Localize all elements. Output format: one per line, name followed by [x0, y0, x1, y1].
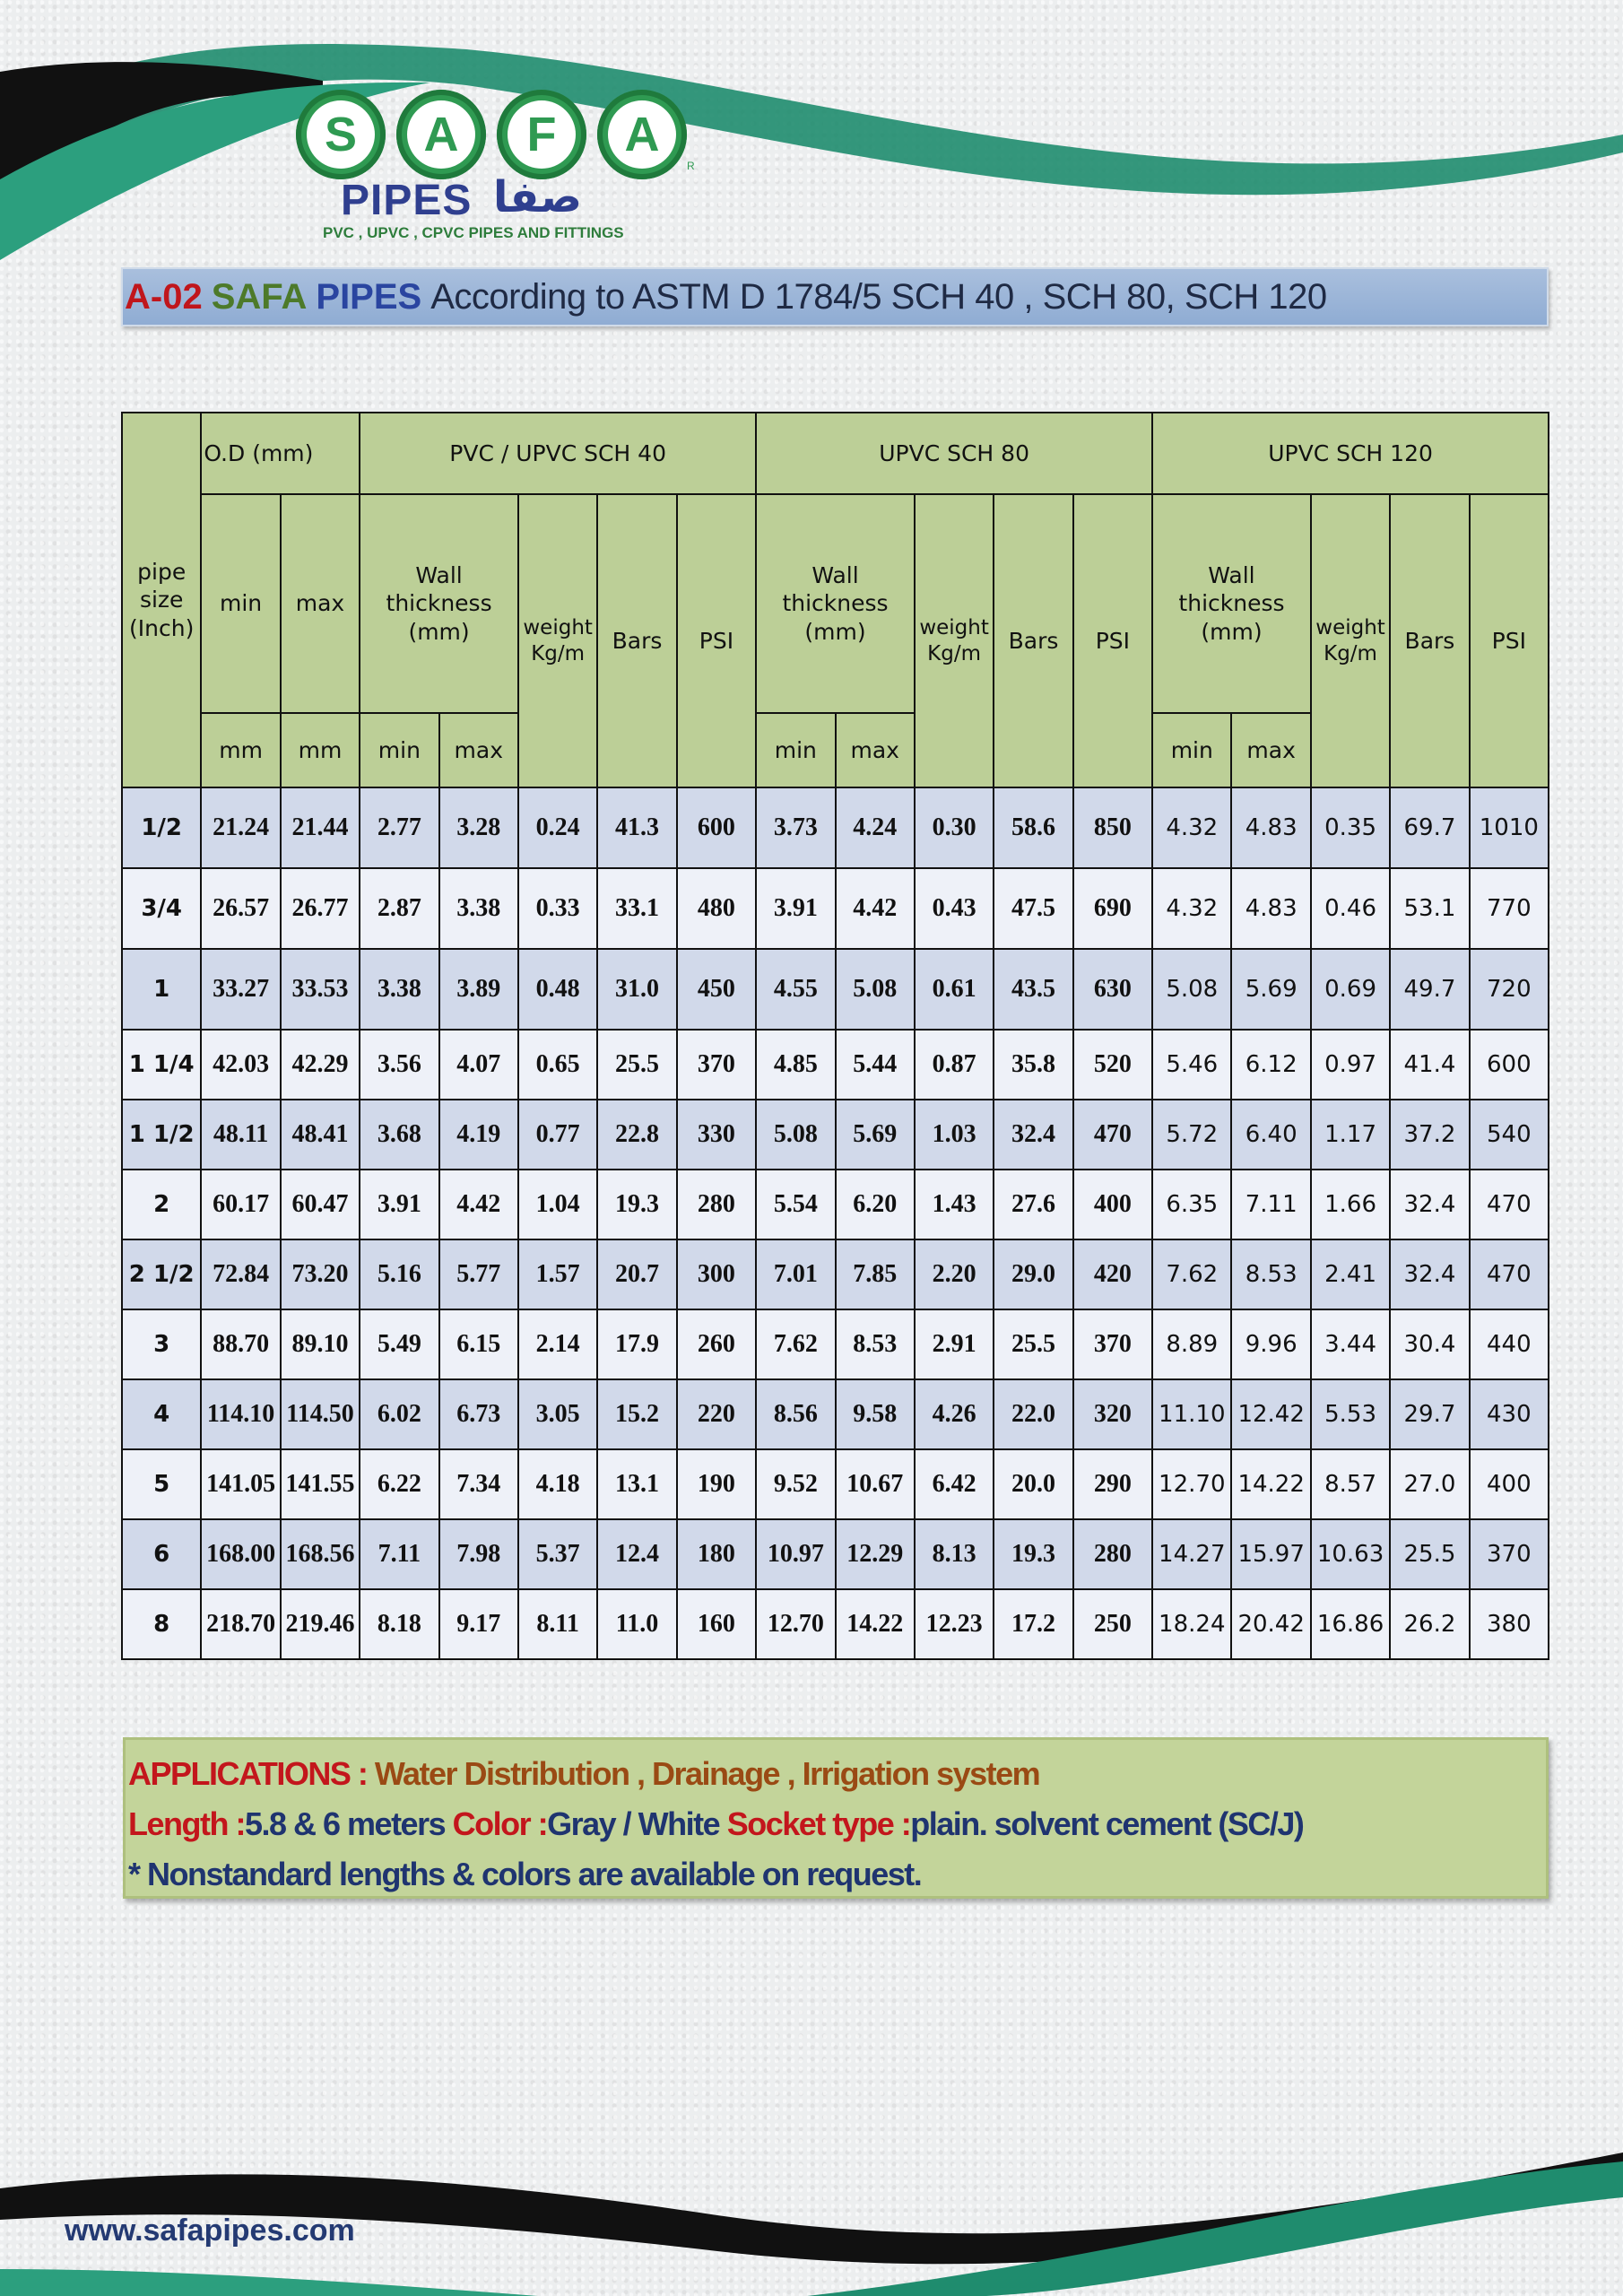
table-cell: 280	[677, 1170, 756, 1239]
table-cell: 380	[1470, 1589, 1549, 1659]
table-cell: 21.24	[201, 787, 280, 868]
table-cell: 219.46	[281, 1589, 360, 1659]
applications-value: Water Distribution , Drainage , Irrigation system	[374, 1755, 1040, 1792]
table-cell: 5.49	[360, 1309, 438, 1379]
table-cell: 3.73	[756, 787, 835, 868]
table-cell: 1.17	[1311, 1100, 1390, 1170]
table-cell: 290	[1073, 1449, 1152, 1519]
table-cell: 4.83	[1231, 868, 1310, 949]
table-cell: 4.19	[439, 1100, 518, 1170]
website-url: www.safapipes.com	[65, 2213, 355, 2248]
table-cell: 0.30	[915, 787, 994, 868]
applications-label: APPLICATIONS :	[128, 1755, 368, 1792]
table-cell: 2.87	[360, 868, 438, 949]
title-brand-pipes: PIPES	[316, 276, 422, 317]
table-cell: 540	[1470, 1100, 1549, 1170]
table-cell: 6.12	[1231, 1030, 1310, 1100]
table-cell: 0.61	[915, 949, 994, 1030]
table-cell: 0.33	[518, 868, 597, 949]
table-cell: 141.05	[201, 1449, 280, 1519]
table-cell: 47.5	[994, 868, 1072, 949]
table-cell: 850	[1073, 787, 1152, 868]
table-cell: 0.97	[1311, 1030, 1390, 1100]
header-sch40-weight: weight Kg/m	[518, 494, 597, 787]
table-cell: 7.62	[1152, 1239, 1231, 1309]
table-cell: 6.73	[439, 1379, 518, 1449]
socket-type-value: plain. solvent cement (SC/J)	[910, 1805, 1304, 1842]
table-cell: 33.53	[281, 949, 360, 1030]
table-cell: 41.4	[1390, 1030, 1469, 1100]
header-sch40-wall: Wall thickness (mm)	[360, 494, 518, 713]
table-cell: 141.55	[281, 1449, 360, 1519]
table-cell: 31.0	[597, 949, 676, 1030]
table-cell: 26.2	[1390, 1589, 1469, 1659]
header-od-min-unit: mm	[201, 713, 280, 787]
logo-tagline: PVC , UPVC , CPVC PIPES AND FITTINGS	[323, 224, 624, 241]
pipe-size-cell: 2 1/2	[122, 1239, 201, 1309]
socket-type-label: Socket type :	[726, 1805, 911, 1842]
logo-circle-a	[396, 90, 486, 179]
table-cell: 0.48	[518, 949, 597, 1030]
pipe-size-cell: 2	[122, 1170, 201, 1239]
table-cell: 8.56	[756, 1379, 835, 1449]
header-sch40: PVC / UPVC SCH 40	[360, 413, 756, 494]
table-cell: 14.22	[1231, 1449, 1310, 1519]
table-cell: 32.4	[994, 1100, 1072, 1170]
table-cell: 88.70	[201, 1309, 280, 1379]
table-cell: 4.42	[836, 868, 915, 949]
header-od-max-unit: mm	[281, 713, 360, 787]
table-cell: 400	[1470, 1449, 1549, 1519]
table-cell: 10.97	[756, 1519, 835, 1589]
table-cell: 5.69	[1231, 949, 1310, 1030]
table-cell: 6.20	[836, 1170, 915, 1239]
table-cell: 0.24	[518, 787, 597, 868]
table-cell: 5.08	[836, 949, 915, 1030]
header-sch120-wall-max: max	[1231, 713, 1310, 787]
nonstandard-note: * Nonstandard lengths & colors are available on request.	[128, 1856, 922, 1892]
table-cell: 4.26	[915, 1379, 994, 1449]
table-cell: 25.5	[597, 1030, 676, 1100]
table-cell: 15.97	[1231, 1519, 1310, 1589]
table-cell: 8.11	[518, 1589, 597, 1659]
table-cell: 22.8	[597, 1100, 676, 1170]
header-sch40-bars: Bars	[597, 494, 676, 787]
table-cell: 26.77	[281, 868, 360, 949]
color-label: Color :	[452, 1805, 548, 1842]
table-cell: 370	[1470, 1519, 1549, 1589]
pipe-size-cell: 4	[122, 1379, 201, 1449]
table-cell: 0.35	[1311, 787, 1390, 868]
header-od: O.D (mm)	[201, 413, 360, 494]
header-sch120-wall-min: min	[1152, 713, 1231, 787]
header-pipe-size: pipe size (Inch)	[122, 413, 201, 787]
table-cell: 2.91	[915, 1309, 994, 1379]
table-cell: 5.54	[756, 1170, 835, 1239]
table-row	[122, 949, 1549, 1030]
table-cell: 15.2	[597, 1379, 676, 1449]
table-cell: 26.57	[201, 868, 280, 949]
table-cell: 3.38	[360, 949, 438, 1030]
table-cell: 4.32	[1152, 787, 1231, 868]
table-cell: 220	[677, 1379, 756, 1449]
table-cell: 33.1	[597, 868, 676, 949]
logo-arabic-text: صفا	[493, 172, 582, 222]
table-cell: 470	[1470, 1239, 1549, 1309]
header-sch80: UPVC SCH 80	[756, 413, 1152, 494]
table-cell: 9.52	[756, 1449, 835, 1519]
table-cell: 60.47	[281, 1170, 360, 1239]
table-cell: 470	[1470, 1170, 1549, 1239]
pipe-size-cell: 3	[122, 1309, 201, 1379]
table-cell: 8.57	[1311, 1449, 1390, 1519]
table-cell: 20.7	[597, 1239, 676, 1309]
table-cell: 6.35	[1152, 1170, 1231, 1239]
table-cell: 11.0	[597, 1589, 676, 1659]
table-row	[122, 1379, 1549, 1449]
table-cell: 12.4	[597, 1519, 676, 1589]
table-row	[122, 1309, 1549, 1379]
table-cell: 49.7	[1390, 949, 1469, 1030]
header-sch80-wall-max: max	[836, 713, 915, 787]
table-cell: 37.2	[1390, 1100, 1469, 1170]
logo-letter-circles	[296, 90, 699, 179]
table-cell: 17.2	[994, 1589, 1072, 1659]
table-cell: 0.43	[915, 868, 994, 949]
header-sch120-weight: weight Kg/m	[1311, 494, 1390, 787]
logo-circle-a2	[597, 90, 687, 179]
table-cell: 370	[1073, 1309, 1152, 1379]
spec-table-body	[122, 787, 1549, 1659]
table-cell: 7.85	[836, 1239, 915, 1309]
table-cell: 330	[677, 1100, 756, 1170]
color-value: Gray / White	[547, 1805, 720, 1842]
table-cell: 0.77	[518, 1100, 597, 1170]
table-cell: 520	[1073, 1030, 1152, 1100]
table-cell: 720	[1470, 949, 1549, 1030]
logo-circle-s	[296, 90, 386, 179]
table-cell: 7.62	[756, 1309, 835, 1379]
table-cell: 5.08	[1152, 949, 1231, 1030]
table-cell: 33.27	[201, 949, 280, 1030]
table-cell: 25.5	[1390, 1519, 1469, 1589]
table-cell: 114.10	[201, 1379, 280, 1449]
table-cell: 25.5	[994, 1309, 1072, 1379]
table-cell: 4.42	[439, 1170, 518, 1239]
table-cell: 1.03	[915, 1100, 994, 1170]
table-cell: 2.41	[1311, 1239, 1390, 1309]
header-sch40-wall-max: max	[439, 713, 518, 787]
table-cell: 180	[677, 1519, 756, 1589]
table-cell: 160	[677, 1589, 756, 1659]
table-cell: 1010	[1470, 787, 1549, 868]
table-row	[122, 1170, 1549, 1239]
table-cell: 3.68	[360, 1100, 438, 1170]
pipe-size-cell: 1	[122, 949, 201, 1030]
table-cell: 42.29	[281, 1030, 360, 1100]
table-cell: 4.07	[439, 1030, 518, 1100]
table-cell: 600	[1470, 1030, 1549, 1100]
table-cell: 7.01	[756, 1239, 835, 1309]
table-cell: 4.83	[1231, 787, 1310, 868]
table-cell: 0.65	[518, 1030, 597, 1100]
table-cell: 4.55	[756, 949, 835, 1030]
table-cell: 12.29	[836, 1519, 915, 1589]
header-sch120: UPVC SCH 120	[1152, 413, 1549, 494]
table-cell: 17.9	[597, 1309, 676, 1379]
pipe-size-cell: 1 1/4	[122, 1030, 201, 1100]
table-cell: 9.96	[1231, 1309, 1310, 1379]
table-cell: 6.40	[1231, 1100, 1310, 1170]
table-cell: 4.18	[518, 1449, 597, 1519]
table-cell: 3.28	[439, 787, 518, 868]
table-cell: 30.4	[1390, 1309, 1469, 1379]
specs-line	[128, 1799, 1546, 1849]
table-row	[122, 1589, 1549, 1659]
table-cell: 60.17	[201, 1170, 280, 1239]
title-standard: According to ASTM D 1784/5 SCH 40 , SCH 80, SCH 120	[430, 276, 1327, 317]
table-cell: 3.91	[756, 868, 835, 949]
table-cell: 20.42	[1231, 1589, 1310, 1659]
header-sch120-psi: PSI	[1470, 494, 1549, 787]
table-cell: 32.4	[1390, 1170, 1469, 1239]
table-cell: 400	[1073, 1170, 1152, 1239]
pipe-size-cell: 3/4	[122, 868, 201, 949]
table-cell: 6.02	[360, 1379, 438, 1449]
table-cell: 5.53	[1311, 1379, 1390, 1449]
table-cell: 21.44	[281, 787, 360, 868]
table-cell: 7.98	[439, 1519, 518, 1589]
table-cell: 42.03	[201, 1030, 280, 1100]
table-cell: 9.58	[836, 1379, 915, 1449]
table-cell: 600	[677, 787, 756, 868]
pipe-spec-table	[121, 412, 1549, 1660]
table-cell: 69.7	[1390, 787, 1469, 868]
header-sch120-wall: Wall thickness (mm)	[1152, 494, 1311, 713]
table-cell: 430	[1470, 1379, 1549, 1449]
table-cell: 3.05	[518, 1379, 597, 1449]
table-cell: 27.6	[994, 1170, 1072, 1239]
table-cell: 5.08	[756, 1100, 835, 1170]
table-cell: 480	[677, 868, 756, 949]
logo-letter: A	[407, 100, 475, 169]
table-cell: 3.89	[439, 949, 518, 1030]
table-cell: 168.00	[201, 1519, 280, 1589]
header-sch40-wall-min: min	[360, 713, 438, 787]
table-cell: 114.50	[281, 1379, 360, 1449]
table-cell: 690	[1073, 868, 1152, 949]
table-cell: 22.0	[994, 1379, 1072, 1449]
pipe-size-cell: 8	[122, 1589, 201, 1659]
table-cell: 20.0	[994, 1449, 1072, 1519]
table-cell: 41.3	[597, 787, 676, 868]
table-cell: 5.69	[836, 1100, 915, 1170]
table-cell: 370	[677, 1030, 756, 1100]
table-cell: 218.70	[201, 1589, 280, 1659]
table-cell: 420	[1073, 1239, 1152, 1309]
table-cell: 53.1	[1390, 868, 1469, 949]
table-cell: 8.89	[1152, 1309, 1231, 1379]
table-cell: 2.14	[518, 1309, 597, 1379]
table-cell: 1.43	[915, 1170, 994, 1239]
table-row	[122, 868, 1549, 949]
table-cell: 2.20	[915, 1239, 994, 1309]
table-cell: 14.27	[1152, 1519, 1231, 1589]
header-sch120-bars: Bars	[1390, 494, 1469, 787]
table-cell: 19.3	[597, 1170, 676, 1239]
table-cell: 3.38	[439, 868, 518, 949]
title-brand-safa: SAFA	[211, 276, 308, 317]
product-code: A-02	[125, 276, 203, 317]
table-cell: 4.32	[1152, 868, 1231, 949]
table-cell: 250	[1073, 1589, 1152, 1659]
applications-box	[123, 1737, 1549, 1899]
table-cell: 8.18	[360, 1589, 438, 1659]
table-cell: 3.44	[1311, 1309, 1390, 1379]
table-cell: 190	[677, 1449, 756, 1519]
table-row	[122, 1100, 1549, 1170]
pipe-size-cell: 6	[122, 1519, 201, 1589]
table-row	[122, 1519, 1549, 1589]
table-cell: 5.46	[1152, 1030, 1231, 1100]
table-row	[122, 787, 1549, 868]
table-cell: 300	[677, 1239, 756, 1309]
table-cell: 3.56	[360, 1030, 438, 1100]
table-cell: 0.46	[1311, 868, 1390, 949]
table-cell: 12.70	[1152, 1449, 1231, 1519]
table-cell: 29.7	[1390, 1379, 1469, 1449]
table-cell: 0.69	[1311, 949, 1390, 1030]
table-cell: 5.44	[836, 1030, 915, 1100]
top-wave-decoration	[0, 0, 1623, 269]
registered-mark: R	[687, 160, 695, 172]
table-cell: 470	[1073, 1100, 1152, 1170]
header-sch40-psi: PSI	[677, 494, 756, 787]
table-cell: 8.53	[1231, 1239, 1310, 1309]
table-cell: 73.20	[281, 1239, 360, 1309]
table-cell: 89.10	[281, 1309, 360, 1379]
table-cell: 11.10	[1152, 1379, 1231, 1449]
table-row	[122, 1239, 1549, 1309]
table-cell: 32.4	[1390, 1239, 1469, 1309]
table-cell: 1.04	[518, 1170, 597, 1239]
table-cell: 16.86	[1311, 1589, 1390, 1659]
length-label: Length :	[128, 1805, 245, 1842]
table-cell: 6.22	[360, 1449, 438, 1519]
table-cell: 13.1	[597, 1449, 676, 1519]
header-sch80-psi: PSI	[1073, 494, 1152, 787]
table-cell: 35.8	[994, 1030, 1072, 1100]
pipe-size-cell: 1 1/2	[122, 1100, 201, 1170]
table-cell: 6.15	[439, 1309, 518, 1379]
table-cell: 58.6	[994, 787, 1072, 868]
table-cell: 48.41	[281, 1100, 360, 1170]
table-cell: 630	[1073, 949, 1152, 1030]
header-sch80-bars: Bars	[994, 494, 1072, 787]
pipe-size-cell: 1/2	[122, 787, 201, 868]
header-sch80-weight: weight Kg/m	[915, 494, 994, 787]
table-cell: 5.77	[439, 1239, 518, 1309]
table-cell: 29.0	[994, 1239, 1072, 1309]
table-cell: 6.42	[915, 1449, 994, 1519]
table-cell: 5.37	[518, 1519, 597, 1589]
header-od-min: min	[201, 494, 280, 713]
table-cell: 450	[677, 949, 756, 1030]
table-cell: 4.24	[836, 787, 915, 868]
table-cell: 7.34	[439, 1449, 518, 1519]
table-cell: 12.70	[756, 1589, 835, 1659]
table-cell: 5.16	[360, 1239, 438, 1309]
table-row	[122, 1449, 1549, 1519]
table-cell: 8.13	[915, 1519, 994, 1589]
logo-letter: A	[608, 100, 676, 169]
table-cell: 168.56	[281, 1519, 360, 1589]
table-cell: 72.84	[201, 1239, 280, 1309]
logo-letter: F	[508, 100, 576, 169]
table-cell: 320	[1073, 1379, 1152, 1449]
table-cell: 260	[677, 1309, 756, 1379]
table-cell: 7.11	[1231, 1170, 1310, 1239]
table-cell: 1.57	[518, 1239, 597, 1309]
page-title	[121, 267, 1549, 326]
table-cell: 1.66	[1311, 1170, 1390, 1239]
table-row	[122, 1030, 1549, 1100]
table-cell: 10.63	[1311, 1519, 1390, 1589]
table-cell: 27.0	[1390, 1449, 1469, 1519]
header-sch80-wall-min: min	[756, 713, 835, 787]
table-cell: 4.85	[756, 1030, 835, 1100]
table-cell: 19.3	[994, 1519, 1072, 1589]
table-cell: 7.11	[360, 1519, 438, 1589]
safa-pipes-logo	[296, 90, 699, 247]
logo-brand-text: PIPES	[341, 177, 473, 224]
table-cell: 280	[1073, 1519, 1152, 1589]
logo-letter: S	[307, 100, 375, 169]
table-cell: 2.77	[360, 787, 438, 868]
table-cell: 43.5	[994, 949, 1072, 1030]
length-value: 5.8 & 6 meters	[244, 1805, 446, 1842]
table-cell: 12.42	[1231, 1379, 1310, 1449]
table-cell: 12.23	[915, 1589, 994, 1659]
table-cell: 9.17	[439, 1589, 518, 1659]
table-cell: 440	[1470, 1309, 1549, 1379]
table-cell: 0.87	[915, 1030, 994, 1100]
table-cell: 770	[1470, 868, 1549, 949]
table-cell: 48.11	[201, 1100, 280, 1170]
table-cell: 10.67	[836, 1449, 915, 1519]
header-sch80-wall: Wall thickness (mm)	[756, 494, 915, 713]
table-cell: 18.24	[1152, 1589, 1231, 1659]
pipe-size-cell: 5	[122, 1449, 201, 1519]
logo-circle-f	[497, 90, 586, 179]
table-cell: 3.91	[360, 1170, 438, 1239]
table-cell: 8.53	[836, 1309, 915, 1379]
table-cell: 14.22	[836, 1589, 915, 1659]
table-cell: 5.72	[1152, 1100, 1231, 1170]
applications-line	[128, 1749, 1546, 1799]
header-od-max: max	[281, 494, 360, 713]
